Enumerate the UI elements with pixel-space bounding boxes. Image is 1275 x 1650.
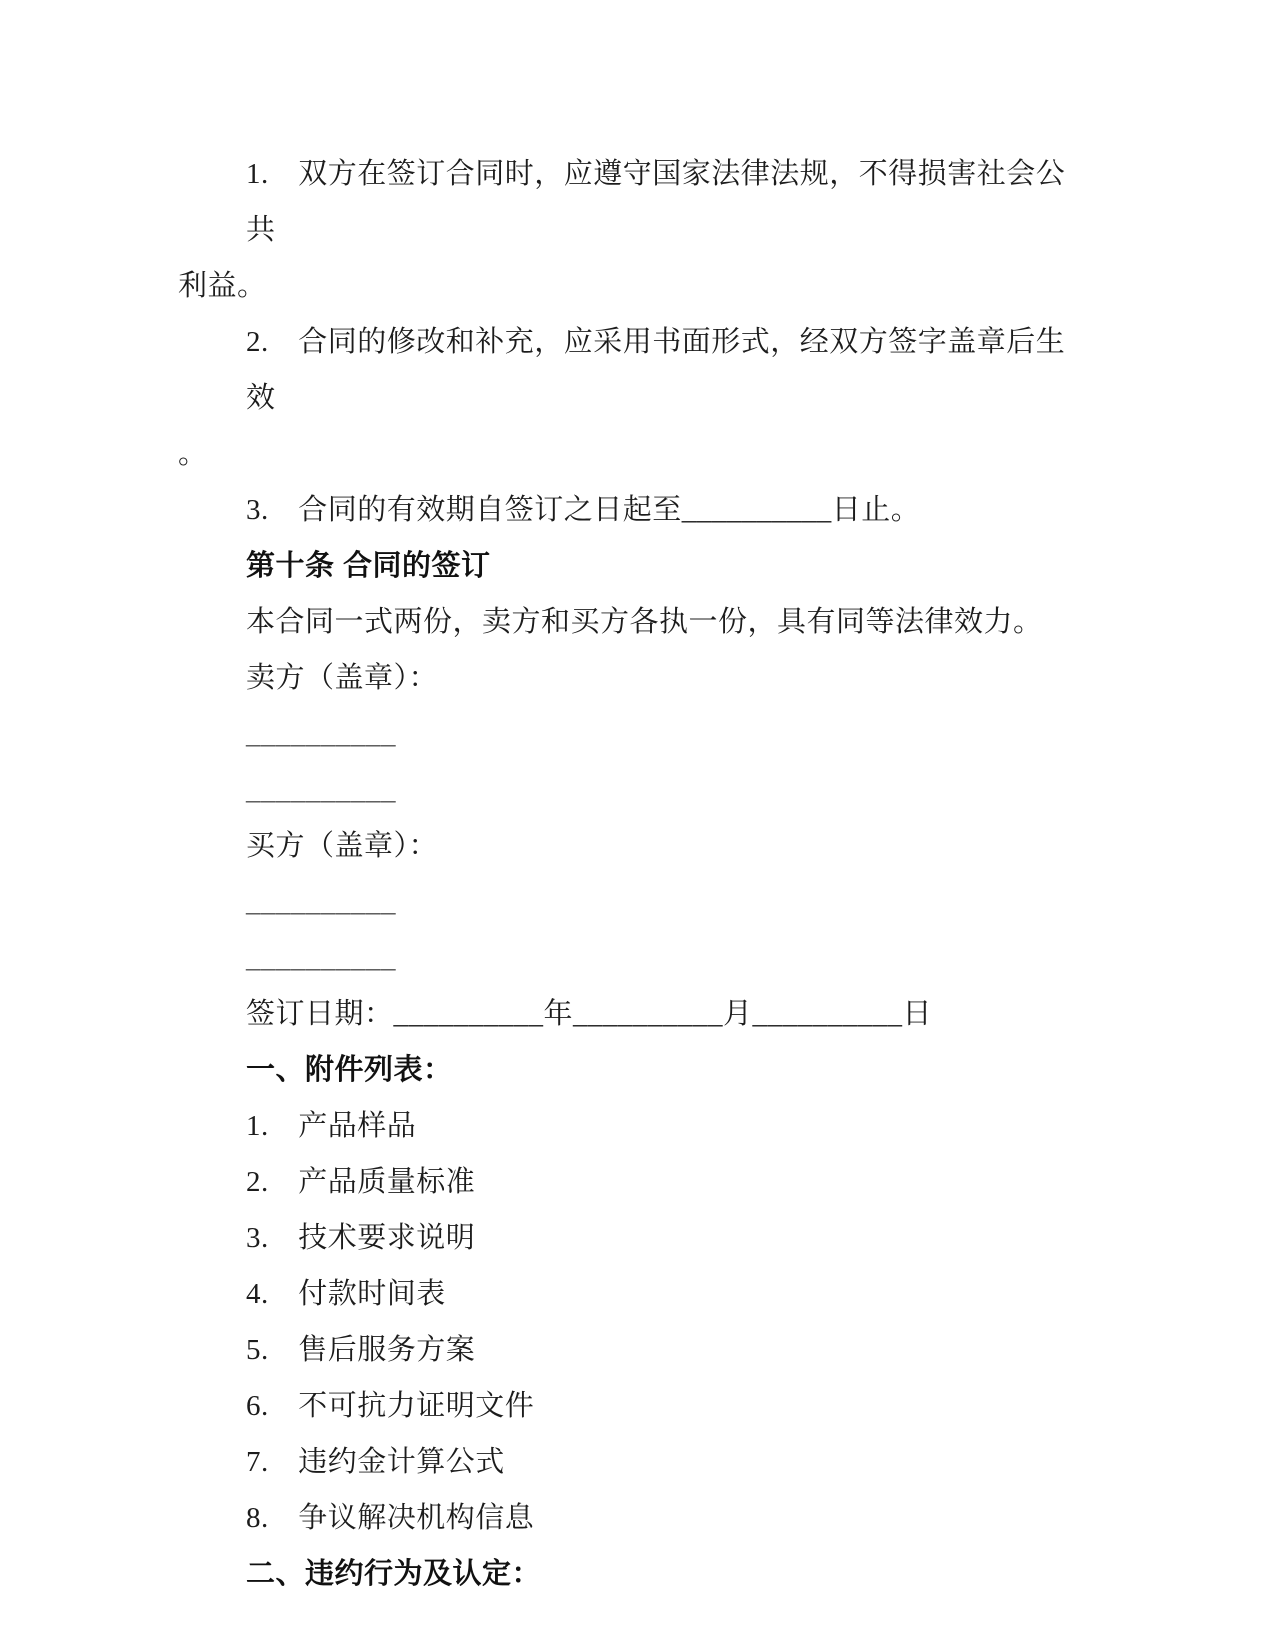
- clause-general-1-line-1: 1. 双方在签订合同时，应遵守国家法律法规，不得损害社会公共: [246, 158, 1066, 246]
- signing-date-line: 签订日期：__________年__________月__________日: [246, 998, 933, 1030]
- buyer-signature-blank-1: __________: [246, 886, 396, 918]
- seller-signature-blank-1: __________: [246, 718, 396, 750]
- attachment-item-4: 4. 付款时间表: [246, 1278, 446, 1310]
- attachment-item-3: 3. 技术要求说明: [246, 1222, 476, 1254]
- seller-seal-label: 卖方（盖章）：: [246, 662, 439, 694]
- contract-text-block: [178, 146, 1080, 1602]
- clause-general-1-line-2: 利益。: [178, 270, 267, 302]
- article-10-body: 本合同一式两份，卖方和买方各执一份，具有同等法律效力。: [246, 606, 1043, 638]
- article-10-heading: 第十条 合同的签订: [246, 550, 491, 582]
- breach-section-heading: 二、违约行为及认定：: [246, 1558, 542, 1590]
- attachment-item-1: 1. 产品样品: [246, 1110, 417, 1142]
- attachments-heading: 一、附件列表：: [246, 1054, 453, 1086]
- seller-signature-blank-2: __________: [246, 774, 396, 806]
- attachment-item-5: 5. 售后服务方案: [246, 1334, 476, 1366]
- buyer-signature-blank-2: __________: [246, 942, 396, 974]
- attachment-item-2: 2. 产品质量标准: [246, 1166, 476, 1198]
- attachment-item-8: 8. 争议解决机构信息: [246, 1502, 535, 1534]
- clause-general-3: 3. 合同的有效期自签订之日起至__________日止。: [246, 494, 921, 526]
- clause-general-2-line-1: 2. 合同的修改和补充，应采用书面形式，经双方签字盖章后生效: [246, 326, 1066, 414]
- attachment-item-6: 6. 不可抗力证明文件: [246, 1390, 535, 1422]
- clause-general-2-line-2: 。: [178, 438, 208, 470]
- buyer-seal-label: 买方（盖章）：: [246, 830, 439, 862]
- attachment-item-7: 7. 违约金计算公式: [246, 1446, 505, 1478]
